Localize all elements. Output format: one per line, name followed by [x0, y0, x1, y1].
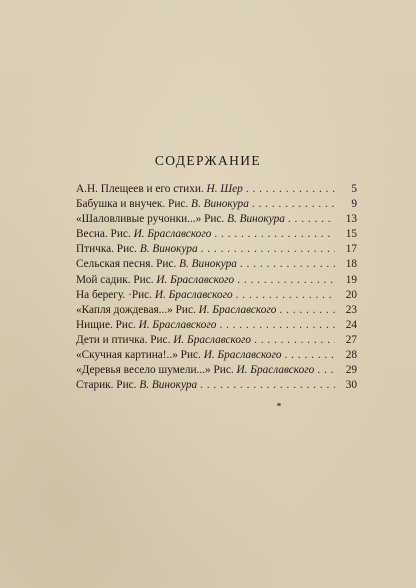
- page-number: 20: [345, 288, 357, 301]
- dot-leader: [237, 257, 335, 272]
- page-number: 30: [345, 379, 357, 392]
- entry-title: «Скучная картина!..» Рис. И. Браславского: [76, 349, 282, 362]
- page-number: 5: [351, 183, 357, 195]
- entry-title: «Шаловливые ручонки...» Рис. В. Винокура: [76, 213, 285, 226]
- table-of-contents: [76, 182, 357, 393]
- entry-title: На берегу. ·Рис. И. Браславского: [76, 288, 233, 301]
- dot-leader: [251, 333, 335, 348]
- toc-entry[interactable]: [76, 273, 357, 288]
- dot-leader: [285, 212, 335, 227]
- dot-leader: [243, 182, 335, 197]
- dot-leader: [211, 227, 335, 242]
- entry-title: Сельская песня. Рис. В. Винокура: [76, 258, 237, 271]
- toc-entry[interactable]: [76, 348, 357, 363]
- toc-entry[interactable]: [76, 227, 357, 242]
- entry-title: Птичка. Рис. В. Винокура: [76, 243, 198, 256]
- dot-leader: [233, 288, 335, 303]
- dot-leader: [314, 363, 335, 378]
- entry-title: Бабушка и внучек. Рис. В. Винокура: [76, 198, 249, 211]
- dot-leader: [276, 303, 335, 318]
- page-number: 24: [345, 318, 357, 331]
- page-number: 27: [345, 333, 357, 346]
- toc-entry[interactable]: [76, 288, 357, 303]
- entry-title: Дети и птичка. Рис. И. Браславского: [76, 333, 252, 346]
- page-number: 23: [345, 303, 357, 316]
- entry-title: Мой садик. Рис. И. Браславского: [76, 273, 235, 286]
- dot-leader: [197, 378, 335, 393]
- page-number: 19: [345, 273, 357, 286]
- entry-title: А.Н. Плещеев и его стихи. Н. Шер: [76, 183, 243, 195]
- contents-heading: СОДЕРЖАНИЕ: [154, 153, 262, 168]
- entry-title: Весна. Рис. И. Браславского: [76, 228, 212, 241]
- page-number: 28: [345, 349, 357, 362]
- entry-title: «Капля дождевая...» Рис. И. Браславского: [76, 303, 277, 316]
- toc-entry[interactable]: [76, 257, 357, 272]
- toc-entry[interactable]: [76, 242, 357, 257]
- page-number: 29: [345, 364, 357, 377]
- toc-entry[interactable]: [76, 378, 357, 393]
- dot-leader: [216, 318, 335, 333]
- toc-entry[interactable]: [76, 197, 357, 212]
- toc-entry[interactable]: [76, 212, 357, 227]
- toc-entry[interactable]: [76, 182, 357, 197]
- dot-leader: [282, 348, 335, 363]
- dot-leader: [198, 242, 335, 257]
- page-number: 9: [351, 198, 357, 211]
- page-number: 15: [345, 228, 357, 241]
- toc-entry[interactable]: [76, 318, 357, 333]
- dot-leader: [249, 197, 335, 212]
- page-number: 13: [345, 213, 357, 226]
- dot-leader: [234, 273, 335, 288]
- ink-speck: [277, 403, 281, 406]
- toc-entry[interactable]: [76, 303, 357, 318]
- entry-title: «Деревья весело шумели...» Рис. И. Браславского: [76, 364, 315, 377]
- page-number: 17: [345, 243, 357, 256]
- entry-title: Старик. Рис. В. Винокура: [76, 379, 198, 392]
- entry-title: Нищие. Рис. И. Браславского: [76, 318, 217, 331]
- toc-entry[interactable]: [76, 333, 357, 348]
- toc-entry[interactable]: [76, 363, 357, 378]
- page-number: 18: [345, 258, 357, 271]
